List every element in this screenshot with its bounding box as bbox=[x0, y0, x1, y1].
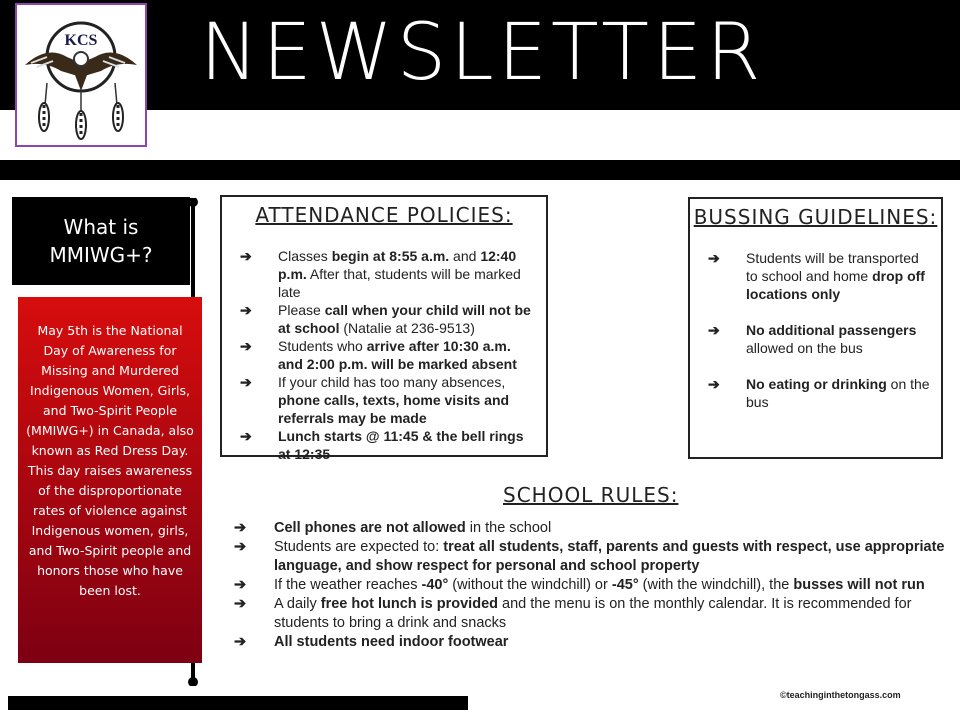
divider-bar bbox=[0, 160, 960, 180]
bussing-item bbox=[690, 249, 941, 303]
arrow-bullet-icon: ➔ bbox=[234, 520, 247, 536]
attendance-text: Please bbox=[278, 302, 325, 318]
attendance-item bbox=[222, 373, 546, 427]
mmiwg-description: May 5th is the National Day of Awareness for Missing and Murdered Indigenous Women, Girls, and Two-Spirit People (MMIWG+) in Canada, also known as Red Dress Day. This day raises awareness of the disproportionate rates of violence against Indigenous women, girls, and Two-Spirit people and honors those who have been lost. bbox=[18, 297, 202, 663]
school-rule-text: (without the windchill) or bbox=[448, 577, 612, 593]
attendance-list bbox=[222, 247, 546, 463]
credit-text: ©teachinginthetongass.com bbox=[780, 690, 901, 700]
attendance-text: begin at 8:55 a.m. bbox=[331, 248, 450, 264]
bussing-text: No additional passengers bbox=[746, 322, 917, 338]
arrow-bullet-icon: ➔ bbox=[708, 322, 720, 338]
logo-text: KCS bbox=[64, 32, 98, 49]
arrow-bullet-icon: ➔ bbox=[240, 248, 252, 264]
school-rule-text: treat all students, staff, parents and guests with respect, use appropriate language, and show respect for personal and school property bbox=[274, 539, 945, 574]
arrow-bullet-icon: ➔ bbox=[234, 596, 247, 612]
school-rule-text: All students need indoor footwear bbox=[274, 634, 509, 650]
attendance-item bbox=[222, 301, 546, 337]
attendance-text: and bbox=[449, 248, 481, 264]
attendance-text: arrive after 10:30 a.m. and 2:00 p.m. will be marked absent bbox=[278, 338, 517, 372]
bussing-text: allowed on the bus bbox=[746, 340, 863, 356]
footer-bar bbox=[8, 696, 468, 710]
school-rule-text: Cell phones are not allowed bbox=[274, 520, 466, 536]
kcs-dreamcatcher-logo bbox=[17, 5, 145, 145]
school-rule-item bbox=[232, 538, 947, 576]
school-rule-text: Students are expected to: bbox=[274, 539, 444, 555]
bussing-text: No eating or drinking bbox=[746, 376, 887, 392]
attendance-text: (Natalie at 236-9513) bbox=[339, 320, 475, 336]
bussing-panel bbox=[688, 197, 943, 459]
attendance-text: 12:40 p.m. bbox=[278, 248, 517, 282]
attendance-text: Students who bbox=[278, 338, 367, 354]
school-rule-item bbox=[232, 576, 947, 595]
school-rules-list bbox=[232, 519, 947, 652]
school-rule-item bbox=[232, 519, 947, 538]
attendance-text: After that, students will be marked late bbox=[278, 266, 521, 300]
attendance-text: Classes bbox=[278, 248, 332, 264]
school-rule-text: free hot lunch is provided bbox=[320, 596, 498, 612]
school-rule-text: in the school bbox=[465, 520, 552, 536]
school-rule-text: (with the windchill), the bbox=[638, 577, 794, 593]
school-rule-text: A daily bbox=[274, 596, 321, 612]
school-rule-text: and the menu is on the monthly calendar. It is recommended for students to bring a drink and snacks bbox=[274, 596, 912, 631]
sidebar-heading: What is MMIWG+? bbox=[12, 197, 190, 285]
school-rule-text: -40° bbox=[421, 577, 449, 593]
arrow-bullet-icon: ➔ bbox=[234, 577, 247, 593]
attendance-text: phone calls, texts, home visits and referrals may be made bbox=[278, 392, 510, 426]
bussing-text: drop off locations only bbox=[746, 268, 925, 302]
arrow-bullet-icon: ➔ bbox=[708, 376, 720, 392]
school-logo bbox=[15, 3, 147, 147]
bussing-text: Students will be transported to school and home bbox=[746, 250, 919, 284]
school-rules-title: SCHOOL RULES: bbox=[503, 483, 679, 507]
arrow-bullet-icon: ➔ bbox=[240, 302, 252, 318]
attendance-title: ATTENDANCE POLICIES: bbox=[255, 203, 513, 227]
attendance-item bbox=[222, 337, 546, 373]
arrow-bullet-icon: ➔ bbox=[240, 338, 252, 354]
school-rule-item bbox=[232, 595, 947, 633]
arrow-bullet-icon: ➔ bbox=[240, 428, 252, 444]
attendance-text: call when your child will not be at school bbox=[278, 302, 531, 336]
page-title: NEWSLETTER bbox=[200, 8, 765, 98]
school-rule-text: -45° bbox=[611, 577, 639, 593]
school-rule-item bbox=[232, 633, 947, 652]
attendance-item bbox=[222, 427, 546, 463]
arrow-bullet-icon: ➔ bbox=[708, 250, 720, 266]
bussing-item bbox=[690, 321, 941, 357]
bussing-item bbox=[690, 375, 941, 411]
school-rule-text: busses will not run bbox=[793, 577, 925, 593]
arrow-bullet-icon: ➔ bbox=[234, 539, 247, 555]
school-rule-text: If the weather reaches bbox=[274, 577, 422, 593]
attendance-text: If your child has too many absences, bbox=[278, 374, 506, 390]
attendance-item bbox=[222, 247, 546, 301]
bussing-list bbox=[690, 249, 941, 411]
bussing-title: BUSSING GUIDELINES: bbox=[693, 205, 938, 229]
arrow-bullet-icon: ➔ bbox=[240, 374, 252, 390]
bussing-text: on the bus bbox=[746, 376, 930, 410]
attendance-text: Lunch starts @ 11:45 & the bell rings at 12:35 bbox=[278, 428, 524, 462]
arrow-bullet-icon: ➔ bbox=[234, 634, 247, 650]
attendance-panel bbox=[220, 195, 548, 462]
